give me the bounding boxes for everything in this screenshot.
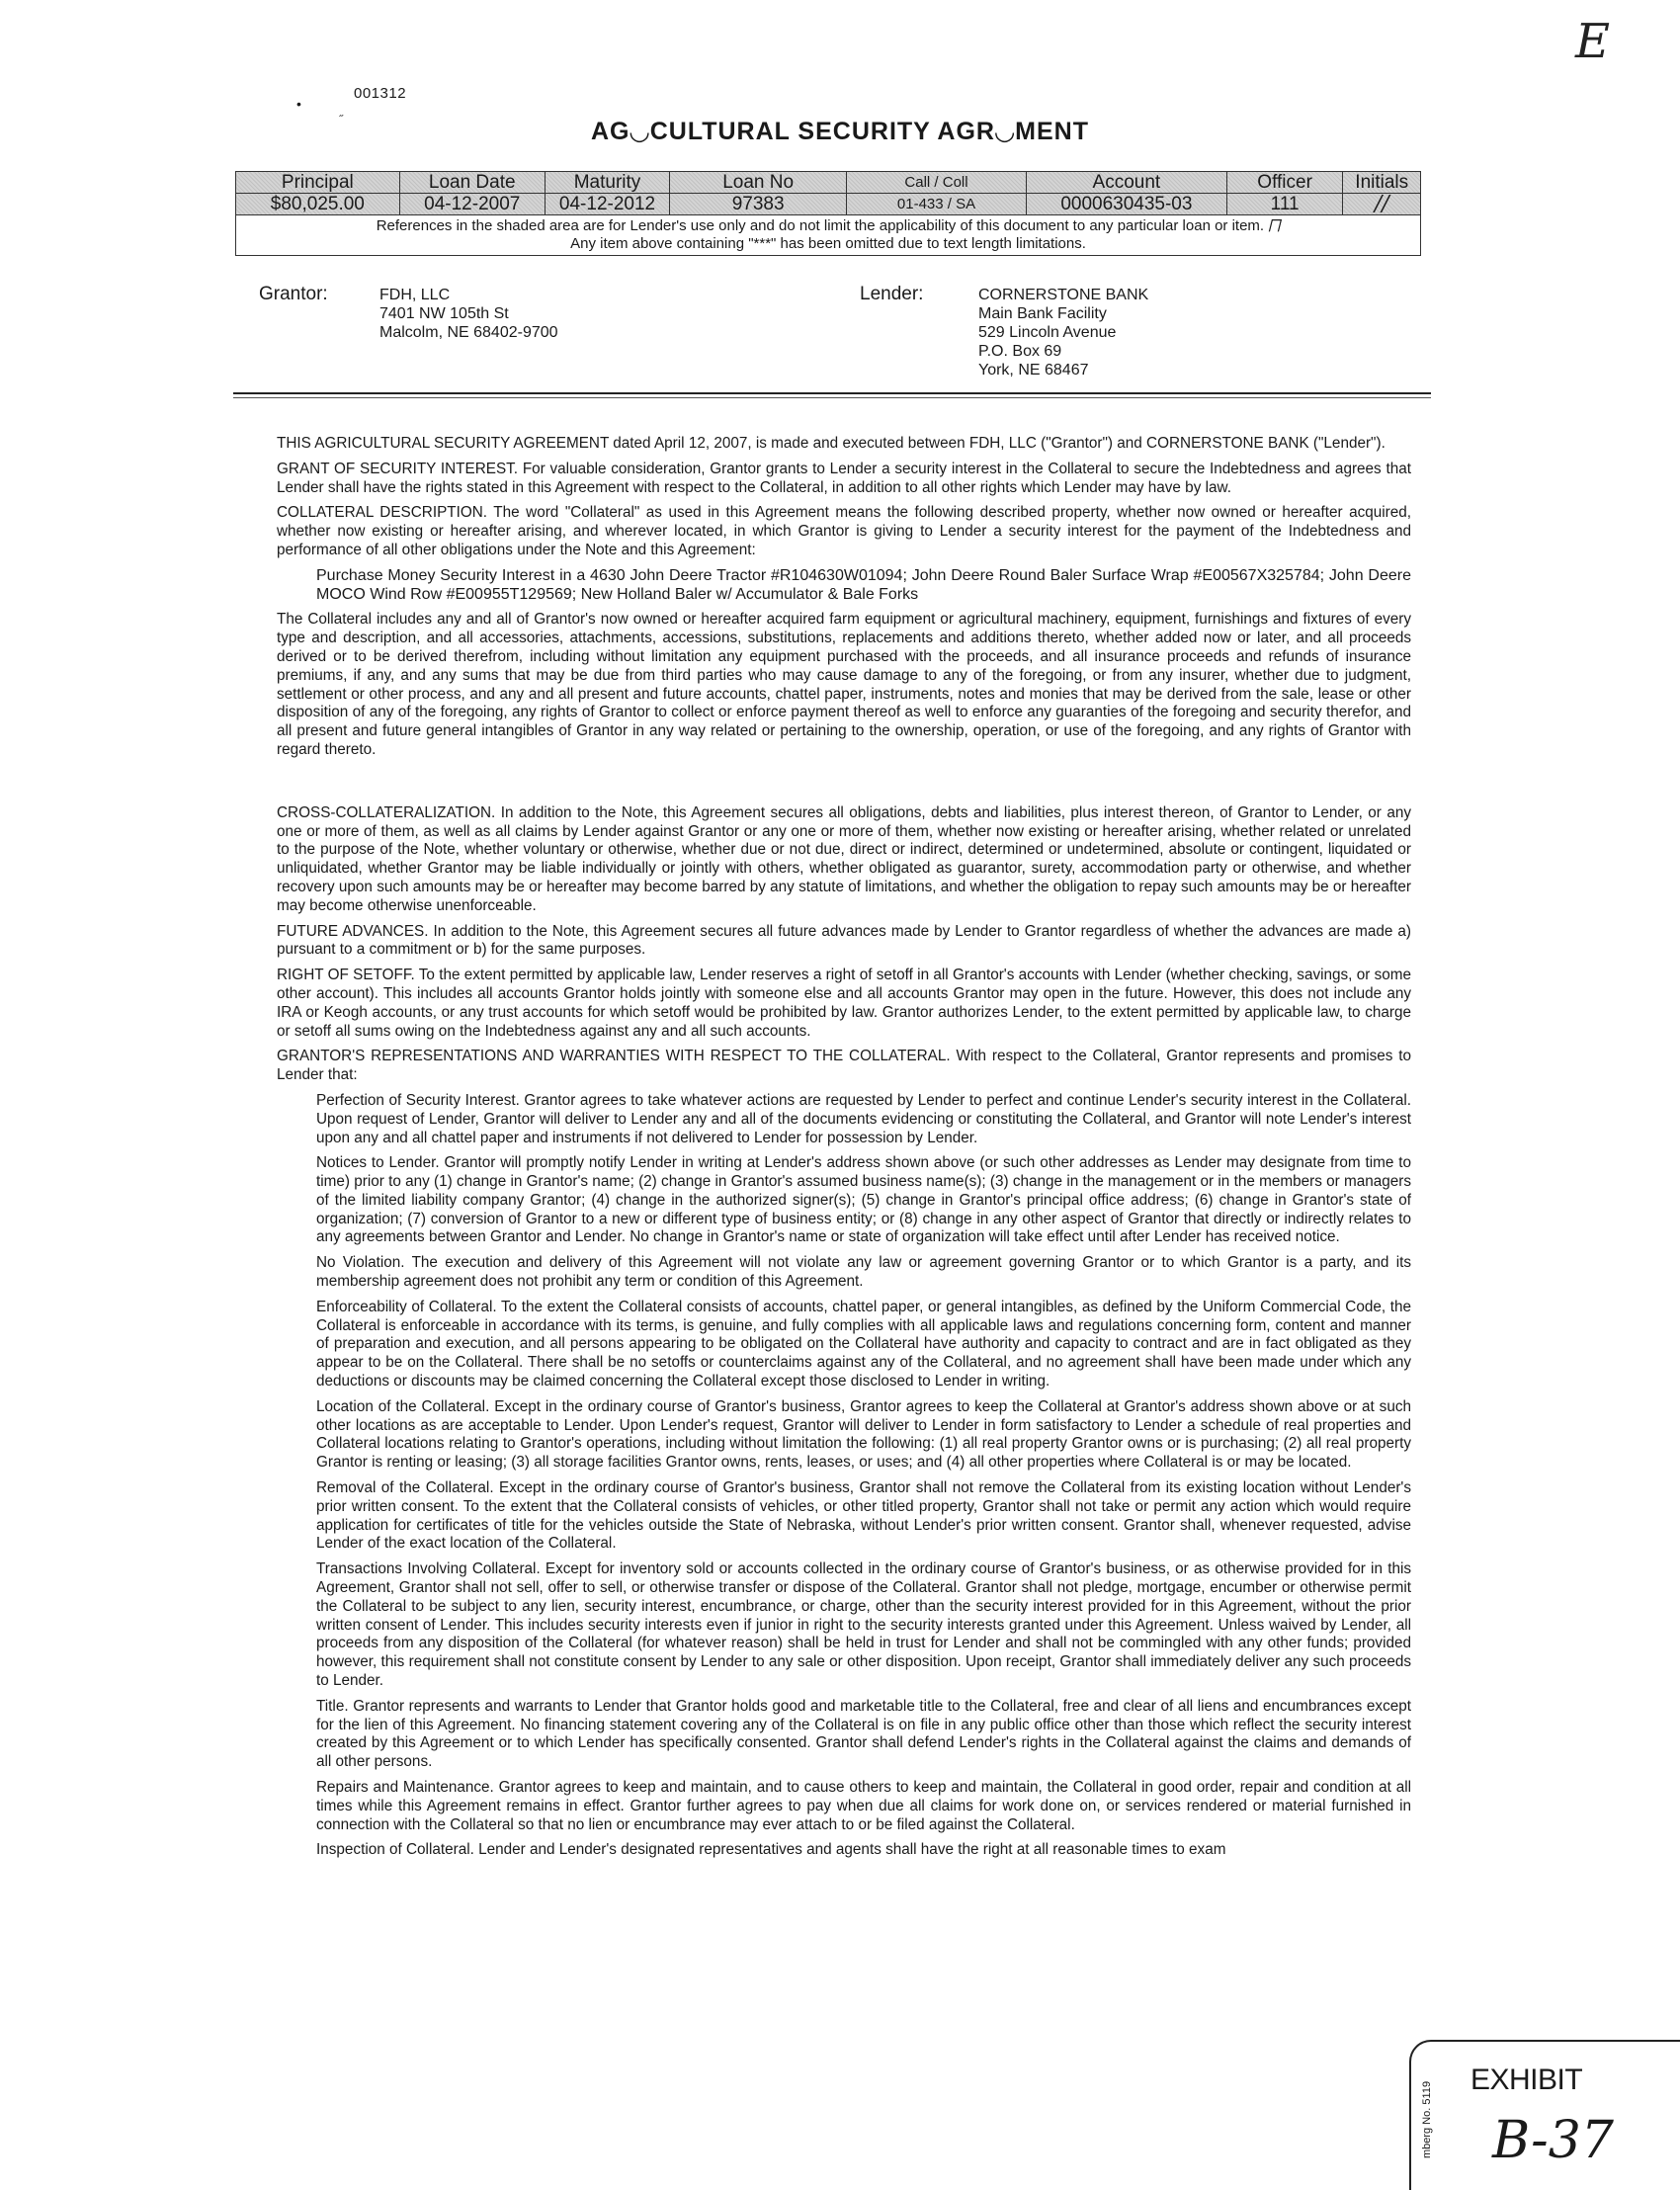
summary-note-row [236,215,1421,256]
lender-street: 529 Lincoln Avenue [978,324,1117,341]
collateral-includes-paragraph: The Collateral includes any and all of Grantor's now owned or hereafter acquired farm equipment or agricultural machinery, equipment, furnishings and fixtures of every type and description, and all accessories, attachments, accessions, substitutions, replacements and additions thereto, whether added now or later, and all proceeds derived or to be derived therefrom, including without limitation any equipment purchased with the proceeds, and all insurance proceeds and refunds of insurance premiums, if any, and any sums that may be due from third parties who may cause damage to any of the foregoing, or from any insurer, whether due to judgment, settlement or other process, and any and all present and future accounts, chattel paper, instruments, notes and monies that may be derived from the sale, lease or other disposition of any of the foregoing, any rights of Grantor to collect or enforce payment thereof as well to enforce any guaranties of the foregoing and security therefor, and all present and future general intangibles of Grantor in any way related or pertaining to the ownership, operation, or use of the foregoing, and any rights of Grantor with regard thereto. [277,611,1411,758]
grantor-label: Grantor: [259,284,328,304]
cross-collateralization-paragraph: CROSS-COLLATERALIZATION. In addition to the Note, this Agreement secures all obligations, debts and liabilities, plus interest thereon, of Grantor to Lender, or any one or more of them, as well as all claims by Lender against Grantor or any one or more of them, whether now existing or hereafter arising, whether related or unrelated to the purpose of the Note, whether voluntary or otherwise, whether due or not due, direct or indirect, determined or undetermined, absolute or contingent, liquidated or unliquidated, whether Grantor may be liable individually or jointly with others, whether obligated as guarantor, surety, accommodation party or otherwise, and whether recovery upon such amounts may be or hereafter may become barred by any statute of limitations, and whether the obligation to repay such amounts may be or hereafter may become otherwise unenforceable. [277,803,1411,914]
summary-header-principal: Principal [236,172,400,194]
summary-header-officer: Officer [1226,172,1343,194]
grant-paragraph: GRANT OF SECURITY INTEREST. For valuable consideration, Grantor grants to Lender a security interest in the Collateral to secure the Indebtedness and agrees that Lender shall have the rights stated in this Agreement with respect to the Collateral, in addition to all other rights which Lender may have by law. [277,460,1411,496]
grantor-city: Malcolm, NE 68402-9700 [379,324,558,341]
repairs-paragraph: Repairs and Maintenance. Grantor agrees to keep and maintain, and to cause others to keep and maintain, the Collateral in good order, repair and condition at all times while this Agreement remains in effect. Grantor further agrees to pay when due all claims for work done on, or services rendered or material furnished in connection with the Collateral so that no lien or encumbrance may ever attach to or be filed against the Collateral. [316,1779,1411,1833]
handwritten-note-mark: ⨅ [1268,217,1281,234]
inspection-paragraph: Inspection of Collateral. Lender and Lender's designated representatives and agents shall have the right at all reasonable times to exam [316,1841,1226,1859]
summary-header-row [236,172,1421,194]
summary-header-loan-date: Loan Date [399,172,545,194]
exhibit-number: B-37 [1492,2111,1614,2170]
enforceability-paragraph: Enforceability of Collateral. To the extent the Collateral consists of accounts, chattel paper, or general intangibles, as defined by the Uniform Commercial Code, the Collateral is enforceable in accordance with its terms, is genuine, and fully complies with all applicable laws and regulations concerning form, content and manner of preparation and execution, and all persons appearing to be obligated on the Collateral have authority and capacity to contract and are in fact obligated as they appear to be on the Collateral. There shall be no setoffs or counterclaims against any of the Collateral, and no agreement shall have been made under which any deductions or discounts may be claimed concerning the Collateral except those disclosed to Lender in writing. [316,1298,1411,1390]
exhibit-stamp-side-text: mberg No. 5119 [1421,2080,1433,2158]
summary-value-account: 0000630435-03 [1027,194,1227,215]
summary-header-call-coll: Call / Coll [847,172,1027,194]
exhibit-stamp [1409,2040,1680,2190]
summary-header-initials: Initials [1343,172,1421,194]
grantor-address [379,286,558,342]
scan-mark: • [296,96,301,112]
summary-value-call-coll: 01-433 / SA [847,194,1027,215]
summary-value-row [236,194,1421,215]
lender-label: Lender: [860,284,924,304]
summary-value-maturity: 04-12-2012 [545,194,669,215]
agreement-body [277,435,1411,1867]
title-paragraph: Title. Grantor represents and warrants to Lender that Grantor holds good and marketable title to the Collateral, free and clear of all liens and encumbrances except for the lien of this Agreement. No financing statement covering any of the Collateral is on file in any public office other than those which reflect the security interest created by this Agreement or to which Lender has specifically consented. Grantor shall defend Lender's rights in the Collateral against the claims and demands of all other persons. [316,1697,1411,1771]
summary-value-loan-no: 97383 [670,194,847,215]
summary-header-loan-no: Loan No [670,172,847,194]
scan-mark: ˝ [339,113,343,126]
intro-paragraph: THIS AGRICULTURAL SECURITY AGREEMENT dated April 12, 2007, is made and executed between FDH, LLC ("Grantor") and CORNERSTONE BANK ("Lender"). [277,435,1386,452]
header-divider [233,392,1431,394]
lender-address [978,286,1148,379]
collateral-description-paragraph: COLLATERAL DESCRIPTION. The word "Collateral" as used in this Agreement means the following described property, whether now owned or hereafter acquired, whether now existing or hereafter arising, and wherever located, in which Grantor is giving to Lender a security interest for the payment of the Indebtedness and performance of all other obligations under the Note and this Agreement: [277,504,1411,558]
notices-paragraph: Notices to Lender. Grantor will promptly notify Lender in writing at Lender's address shown above (or such other addresses as Lender may designate from time to time) prior to any (1) change in Grantor's name; (2) change in Grantor's assumed business name(s); (3) change in the management or in the members or managers of the limited liability company Grantor; (4) change in the authorized signer(s); (5) change in Grantor's principal office address; (6) change in Grantor's state of organization; (7) conversion of Grantor to a new or different type of business entity; or (8) change in any other aspect of Grantor that directly or indirectly relates to any agreements between Grantor and Lender. No change in Grantor's name or state of organization will take effect until after Lender has received notice. [316,1154,1411,1246]
summary-header-account: Account [1027,172,1227,194]
collateral-items-paragraph: Purchase Money Security Interest in a 4630 John Deere Tractor #R104630W01094; John Deere Round Baler Surface Wrap #E00567X325784; John Deere MOCO Wind Row #E00955T129569; New Holland Baler w/ Accumulator & Bale Forks [316,566,1411,603]
document-number: 001312 [354,85,407,102]
no-violation-paragraph: No Violation. The execution and delivery of this Agreement will not violate any law or agreement governing Grantor or to which Grantor is a party, and its membership agreement does not prohibit any term or condition of this Agreement. [316,1254,1411,1291]
lender-facility: Main Bank Facility [978,305,1107,322]
grantor-name: FDH, LLC [379,287,451,303]
location-paragraph: Location of the Collateral. Except in the ordinary course of Grantor's business, Grantor agrees to keep the Collateral at Grantor's address shown above or at such other locations as are acceptable to Lender. Upon Lender's request, Grantor will deliver to Lender in form satisfactory to Lender a schedule of real properties and Collateral locations relating to Grantor's operations, including without limitation the following: (1) all real property Grantor owns or is purchasing; (2) all real property Grantor is renting or leasing; (3) all storage facilities Grantor owns, rents, leases, or uses; and (4) all other properties where Collateral is or may be located. [316,1397,1411,1472]
future-advances-paragraph: FUTURE ADVANCES. In addition to the Note, this Agreement secures all future advances made by Lender to Grantor regardless of whether the advances are made a) pursuant to a commitment or b) for the same purposes. [277,922,1411,959]
grantor-street: 7401 NW 105th St [379,305,509,322]
lender-po-box: P.O. Box 69 [978,343,1062,360]
summary-value-initials: ∕∕ [1343,194,1421,215]
exhibit-label: EXHIBIT [1470,2064,1583,2096]
summary-note-line-1: References in the shaded area are for Lender's use only and do not limit the applicability of this document to any particular loan or item. ⨅ [376,217,1281,234]
header-divider [233,397,1431,398]
section-gap [277,767,1411,804]
summary-value-loan-date: 04-12-2007 [399,194,545,215]
document-title: AG◡CULTURAL SECURITY AGR◡MENT [590,118,1090,145]
perfection-paragraph: Perfection of Security Interest. Grantor agrees to take whatever actions are requested by Lender to perfect and continue Lender's security interest in the Collateral. Upon request of Lender, Grantor will deliver to Lender any and all of the documents evidencing or constituting the Collateral, and Grantor will note Lender's interest upon any and all chattel paper and instruments if not delivered to Lender for possession by Lender. [316,1091,1411,1146]
loan-summary-table [235,171,1421,256]
right-of-setoff-paragraph: RIGHT OF SETOFF. To the extent permitted by applicable law, Lender reserves a right of setoff in all Grantor's accounts with Lender (whether checking, savings, or some other account). This includes all accounts Grantor holds jointly with someone else and all accounts Grantor may open in the future. However, this does not include any IRA or Keogh accounts, or any trust accounts for which setoff would be prohibited by law. Grantor authorizes Lender, to the extent permitted by applicable law, to charge or setoff all sums owing on the Indebtedness against any and all such accounts. [277,967,1411,1040]
representations-paragraph: GRANTOR'S REPRESENTATIONS AND WARRANTIES WITH RESPECT TO THE COLLATERAL. With respect to the Collateral, Grantor represents and promises to Lender that: [277,1048,1411,1084]
removal-paragraph: Removal of the Collateral. Except in the ordinary course of Grantor's business, Grantor shall not remove the Collateral from its existing location without Lender's prior written consent. To the extent that the Collateral consists of vehicles, or other titled property, Grantor shall not take or permit any action which would require application for certificates of title for the vehicles outside the State of Nebraska, without Lender's prior written consent. Grantor shall, whenever requested, advise Lender of the exact location of the Collateral. [316,1479,1411,1553]
summary-value-principal: $80,025.00 [236,194,400,215]
summary-value-officer: 111 [1226,194,1343,215]
summary-header-maturity: Maturity [545,172,669,194]
summary-note-line-2: Any item above containing "***" has been omitted due to text length limitations. [570,235,1086,252]
transactions-paragraph: Transactions Involving Collateral. Except for inventory sold or accounts collected in the ordinary course of Grantor's business, or as otherwise provided for in this Agreement, Grantor shall not sell, offer to sell, or otherwise transfer or dispose of the Collateral. Grantor shall not pledge, mortgage, encumber or otherwise permit the Collateral to be subject to any lien, security interest, encumbrance, or charge, other than the security interest provided for in this Agreement, without the prior written consent of Lender. This includes security interests even if junior in right to the security interests granted under this Agreement. Unless waived by Lender, all proceeds from any disposition of the Collateral (for whatever reason) shall be held in trust for Lender and shall not be commingled with any other funds; provided however, this requirement shall not constitute consent by Lender to any sale or other disposition. Upon receipt, Grantor shall immediately deliver any such proceeds to Lender. [316,1560,1411,1690]
lender-name: CORNERSTONE BANK [978,287,1149,303]
handwritten-corner-mark: E [1575,14,1611,69]
lender-city: York, NE 68467 [978,362,1089,379]
